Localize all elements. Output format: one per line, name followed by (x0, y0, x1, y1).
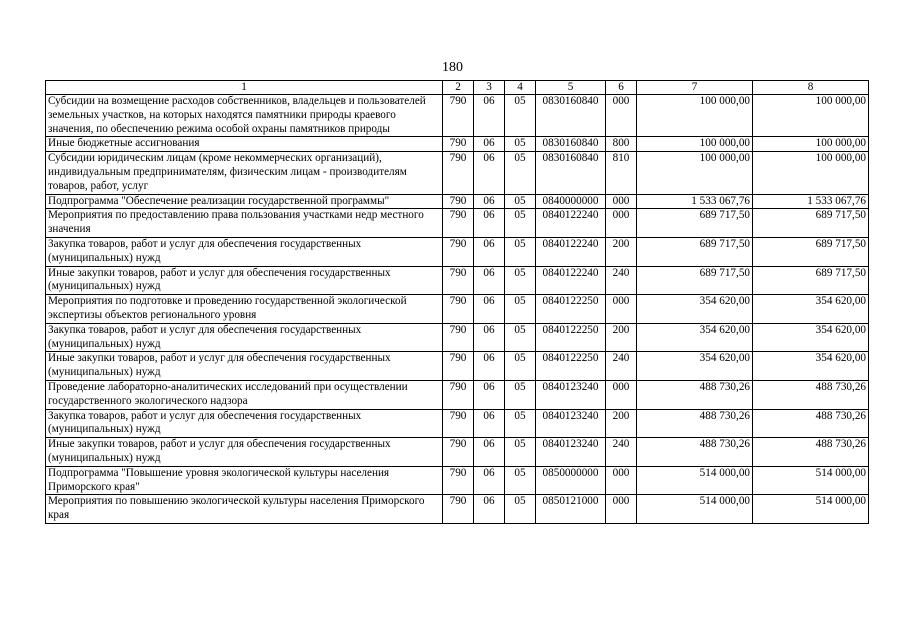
row-name-cell: Подпрограмма "Повышение уровня экологической культуры населения Приморского края" (46, 466, 443, 495)
row-name-cell: Мероприятия по подготовке и проведению государственной экологической экспертизы объектов регионального уровня (46, 295, 443, 324)
section-code-cell: 06 (474, 409, 505, 438)
table-row (46, 194, 869, 209)
page-number: 180 (442, 60, 463, 75)
amount-col7-cell: 100 000,00 (637, 95, 753, 137)
column-header: 1 (46, 81, 443, 95)
amount-col8-cell: 689 717,50 (753, 209, 869, 238)
admin-code-cell: 790 (443, 295, 474, 324)
column-header: 7 (637, 81, 753, 95)
subsection-code-cell: 05 (505, 352, 536, 381)
table-row (46, 152, 869, 194)
amount-col8-cell: 354 620,00 (753, 352, 869, 381)
admin-code-cell: 790 (443, 323, 474, 352)
subsection-code-cell: 05 (505, 409, 536, 438)
table-row (46, 266, 869, 295)
expense-type-cell: 000 (606, 95, 637, 137)
subsection-code-cell: 05 (505, 438, 536, 467)
target-article-cell: 0840122250 (536, 295, 606, 324)
amount-col7-cell: 1 533 067,76 (637, 194, 753, 209)
row-name-cell: Закупка товаров, работ и услуг для обеспечения государственных (муниципальных) нужд (46, 409, 443, 438)
target-article-cell: 0840122250 (536, 352, 606, 381)
target-article-cell: 0830160840 (536, 95, 606, 137)
expense-type-cell: 000 (606, 194, 637, 209)
admin-code-cell: 790 (443, 438, 474, 467)
subsection-code-cell: 05 (505, 194, 536, 209)
subsection-code-cell: 05 (505, 380, 536, 409)
table-row (46, 495, 869, 524)
expense-type-cell: 000 (606, 495, 637, 524)
column-header: 6 (606, 81, 637, 95)
subsection-code-cell: 05 (505, 495, 536, 524)
budget-table (45, 80, 869, 524)
amount-col7-cell: 689 717,50 (637, 237, 753, 266)
section-code-cell: 06 (474, 266, 505, 295)
table-row (46, 380, 869, 409)
amount-col7-cell: 100 000,00 (637, 137, 753, 152)
admin-code-cell: 790 (443, 409, 474, 438)
row-name-cell: Проведение лабораторно-аналитических исследований при осуществлении государственного экологического надзора (46, 380, 443, 409)
expense-type-cell: 000 (606, 466, 637, 495)
expense-type-cell: 240 (606, 352, 637, 381)
admin-code-cell: 790 (443, 209, 474, 238)
amount-col7-cell: 514 000,00 (637, 466, 753, 495)
admin-code-cell: 790 (443, 352, 474, 381)
target-article-cell: 0830160840 (536, 137, 606, 152)
admin-code-cell: 790 (443, 194, 474, 209)
column-header: 2 (443, 81, 474, 95)
section-code-cell: 06 (474, 352, 505, 381)
amount-col7-cell: 354 620,00 (637, 295, 753, 324)
admin-code-cell: 790 (443, 495, 474, 524)
expense-type-cell: 200 (606, 409, 637, 438)
column-header: 4 (505, 81, 536, 95)
expense-type-cell: 810 (606, 152, 637, 194)
target-article-cell: 0840123240 (536, 380, 606, 409)
amount-col7-cell: 689 717,50 (637, 266, 753, 295)
subsection-code-cell: 05 (505, 209, 536, 238)
column-header: 5 (536, 81, 606, 95)
target-article-cell: 0850121000 (536, 495, 606, 524)
row-name-cell: Мероприятия по предоставлению права пользования участками недр местного значения (46, 209, 443, 238)
amount-col8-cell: 689 717,50 (753, 237, 869, 266)
table-row (46, 237, 869, 266)
target-article-cell: 0840123240 (536, 438, 606, 467)
row-name-cell: Иные закупки товаров, работ и услуг для обеспечения государственных (муниципальных) нужд (46, 266, 443, 295)
section-code-cell: 06 (474, 95, 505, 137)
amount-col7-cell: 100 000,00 (637, 152, 753, 194)
amount-col8-cell: 1 533 067,76 (753, 194, 869, 209)
amount-col7-cell: 488 730,26 (637, 409, 753, 438)
amount-col7-cell: 354 620,00 (637, 323, 753, 352)
table-row (46, 409, 869, 438)
section-code-cell: 06 (474, 466, 505, 495)
amount-col8-cell: 488 730,26 (753, 409, 869, 438)
target-article-cell: 0850000000 (536, 466, 606, 495)
table-row (46, 438, 869, 467)
subsection-code-cell: 05 (505, 466, 536, 495)
row-name-cell: Иные закупки товаров, работ и услуг для обеспечения государственных (муниципальных) нужд (46, 352, 443, 381)
section-code-cell: 06 (474, 323, 505, 352)
subsection-code-cell: 05 (505, 95, 536, 137)
target-article-cell: 0840122240 (536, 209, 606, 238)
section-code-cell: 06 (474, 438, 505, 467)
expense-type-cell: 240 (606, 266, 637, 295)
amount-col7-cell: 689 717,50 (637, 209, 753, 238)
section-code-cell: 06 (474, 137, 505, 152)
expense-type-cell: 000 (606, 380, 637, 409)
row-name-cell: Иные закупки товаров, работ и услуг для обеспечения государственных (муниципальных) нужд (46, 438, 443, 467)
subsection-code-cell: 05 (505, 266, 536, 295)
amount-col7-cell: 354 620,00 (637, 352, 753, 381)
table-row (46, 295, 869, 324)
amount-col7-cell: 488 730,26 (637, 438, 753, 467)
table-row (46, 352, 869, 381)
amount-col8-cell: 100 000,00 (753, 152, 869, 194)
amount-col8-cell: 488 730,26 (753, 380, 869, 409)
target-article-cell: 0840123240 (536, 409, 606, 438)
subsection-code-cell: 05 (505, 152, 536, 194)
expense-type-cell: 000 (606, 295, 637, 324)
target-article-cell: 0840122240 (536, 266, 606, 295)
table-row (46, 323, 869, 352)
amount-col8-cell: 689 717,50 (753, 266, 869, 295)
amount-col7-cell: 514 000,00 (637, 495, 753, 524)
table-row (46, 209, 869, 238)
target-article-cell: 0840122240 (536, 237, 606, 266)
section-code-cell: 06 (474, 295, 505, 324)
admin-code-cell: 790 (443, 380, 474, 409)
section-code-cell: 06 (474, 380, 505, 409)
amount-col8-cell: 354 620,00 (753, 323, 869, 352)
amount-col8-cell: 100 000,00 (753, 137, 869, 152)
target-article-cell: 0840000000 (536, 194, 606, 209)
subsection-code-cell: 05 (505, 237, 536, 266)
expense-type-cell: 240 (606, 438, 637, 467)
subsection-code-cell: 05 (505, 295, 536, 324)
expense-type-cell: 200 (606, 323, 637, 352)
admin-code-cell: 790 (443, 237, 474, 266)
table-row (46, 466, 869, 495)
column-header: 8 (753, 81, 869, 95)
admin-code-cell: 790 (443, 266, 474, 295)
row-name-cell: Субсидии на возмещение расходов собственников, владельцев и пользователей земельных участков, на которых находятся памятники природы краевого значения, по обеспечению режима особой охраны памятников природы (46, 95, 443, 137)
subsection-code-cell: 05 (505, 137, 536, 152)
amount-col8-cell: 100 000,00 (753, 95, 869, 137)
column-header-row (46, 81, 869, 95)
table-row (46, 95, 869, 137)
section-code-cell: 06 (474, 209, 505, 238)
admin-code-cell: 790 (443, 152, 474, 194)
expense-type-cell: 000 (606, 209, 637, 238)
row-name-cell: Подпрограмма "Обеспечение реализации государственной программы" (46, 194, 443, 209)
section-code-cell: 06 (474, 495, 505, 524)
row-name-cell: Мероприятия по повышению экологической культуры населения Приморского края (46, 495, 443, 524)
section-code-cell: 06 (474, 194, 505, 209)
amount-col8-cell: 354 620,00 (753, 295, 869, 324)
table-body (46, 95, 869, 524)
row-name-cell: Иные бюджетные ассигнования (46, 137, 443, 152)
row-name-cell: Закупка товаров, работ и услуг для обеспечения государственных (муниципальных) нужд (46, 323, 443, 352)
expense-type-cell: 800 (606, 137, 637, 152)
amount-col8-cell: 514 000,00 (753, 495, 869, 524)
section-code-cell: 06 (474, 152, 505, 194)
row-name-cell: Закупка товаров, работ и услуг для обеспечения государственных (муниципальных) нужд (46, 237, 443, 266)
section-code-cell: 06 (474, 237, 505, 266)
target-article-cell: 0840122250 (536, 323, 606, 352)
expense-type-cell: 200 (606, 237, 637, 266)
admin-code-cell: 790 (443, 95, 474, 137)
row-name-cell: Субсидии юридическим лицам (кроме некоммерческих организаций), индивидуальным предпринимателям, физическим лицам - производителям товаров, работ, услуг (46, 152, 443, 194)
target-article-cell: 0830160840 (536, 152, 606, 194)
amount-col7-cell: 488 730,26 (637, 380, 753, 409)
admin-code-cell: 790 (443, 137, 474, 152)
table-row (46, 137, 869, 152)
amount-col8-cell: 514 000,00 (753, 466, 869, 495)
amount-col8-cell: 488 730,26 (753, 438, 869, 467)
subsection-code-cell: 05 (505, 323, 536, 352)
admin-code-cell: 790 (443, 466, 474, 495)
column-header: 3 (474, 81, 505, 95)
